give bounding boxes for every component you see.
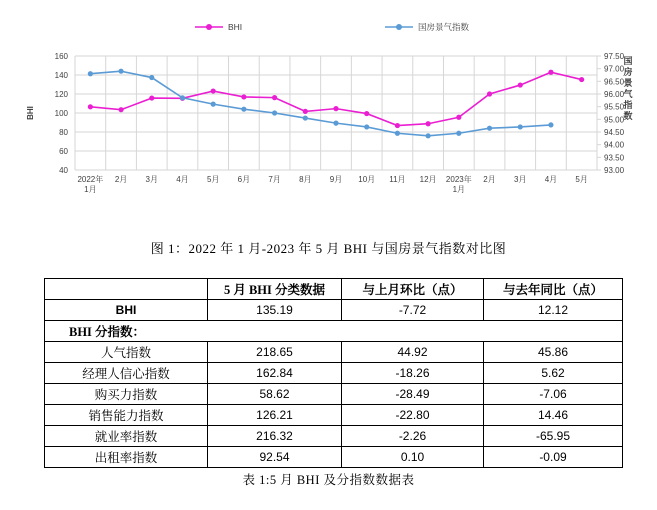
table-row <box>45 363 623 384</box>
row-label-cell: 就业率指数 <box>45 426 208 447</box>
table-row <box>45 300 623 321</box>
right-axis-tick-label: 96.00 <box>604 90 625 99</box>
climate-index-data-point <box>149 75 154 80</box>
row-value-cell: 92.54 <box>208 447 342 468</box>
right-axis-tick-label: 95.00 <box>604 115 625 125</box>
bhi-climate-chart-area <box>0 0 657 220</box>
climate-index-data-point <box>518 124 523 129</box>
bhi-data-point <box>211 88 216 93</box>
row-value-cell: -22.80 <box>342 405 484 426</box>
row-label-cell: 人气指数 <box>45 342 208 363</box>
row-value-cell: 218.65 <box>208 342 342 363</box>
x-axis-tick-label: 10月 <box>358 175 376 184</box>
x-axis-tick-label: 6月 <box>237 175 251 184</box>
climate-index-data-point <box>303 115 308 120</box>
table-header-row <box>45 279 623 300</box>
bhi-data-point <box>333 106 338 111</box>
bhi-table <box>44 278 623 468</box>
climate-index-data-point <box>364 124 369 129</box>
x-axis-tick-label: 2月 <box>114 175 128 184</box>
x-axis-tick-label: 5月 <box>206 175 220 184</box>
x-axis-tick-label: 3月 <box>145 175 158 184</box>
bhi-data-point <box>548 70 553 75</box>
bhi-data-point <box>88 104 93 109</box>
row-value-cell: 45.86 <box>484 342 623 363</box>
row-value-cell: -28.49 <box>342 384 484 405</box>
row-value-cell: 14.46 <box>484 405 623 426</box>
x-axis-tick-label: 2023年 1月 <box>445 175 472 194</box>
row-value-cell: 5.62 <box>484 363 623 384</box>
table-row <box>45 384 623 405</box>
x-axis-tick-label: 8月 <box>299 175 312 184</box>
bhi-data-point <box>149 95 154 100</box>
legend-marker-dot <box>206 24 212 30</box>
bhi-data-point <box>303 109 308 114</box>
row-label-cell: 销售能力指数 <box>45 405 208 426</box>
row-value-cell: 44.92 <box>342 342 484 363</box>
left-axis-title: BHI <box>26 106 35 120</box>
row-label-cell: BHI <box>45 300 208 321</box>
climate-index-data-point <box>333 121 338 126</box>
right-axis-tick-label: 96.50 <box>604 77 625 87</box>
legend-marker-dot <box>396 24 402 30</box>
table-header-cell: 与去年同比（点） <box>484 279 623 300</box>
bhi-data-point <box>456 115 461 120</box>
bhi-table-body <box>45 279 623 468</box>
left-axis-tick-label: 160 <box>54 52 68 61</box>
row-value-cell: 135.19 <box>208 300 342 321</box>
left-axis-tick-label: 120 <box>54 90 68 99</box>
bhi-chart <box>0 0 657 220</box>
row-value-cell: 126.21 <box>208 405 342 426</box>
climate-index-data-point <box>456 131 461 136</box>
bhi-data-point <box>487 91 492 96</box>
climate-index-data-point <box>88 71 93 76</box>
right-axis-title: 国房景气指数 <box>623 56 633 121</box>
bhi-data-point <box>241 94 246 99</box>
right-axis-tick-label: 95.50 <box>604 102 625 112</box>
row-value-cell: -7.72 <box>342 300 484 321</box>
x-axis-tick-label: 3月 <box>514 175 527 184</box>
bhi-data-point <box>272 95 277 100</box>
row-value-cell: -65.95 <box>484 426 623 447</box>
right-axis-tick-label: 94.50 <box>604 128 625 137</box>
table-header-cell: 5 月 BHI 分类数据 <box>208 279 342 300</box>
climate-index-data-point <box>118 69 123 74</box>
x-axis-tick-label: 2月 <box>483 175 496 184</box>
bhi-data-point <box>426 121 431 126</box>
left-axis-tick-label: 140 <box>54 71 68 80</box>
row-value-cell: -18.26 <box>342 363 484 384</box>
legend-label: BHI <box>228 22 243 32</box>
row-value-cell: 58.62 <box>208 384 342 405</box>
row-value-cell: 162.84 <box>208 363 342 384</box>
x-axis-tick-label: 12月 <box>419 175 437 184</box>
x-axis-tick-label: 5月 <box>575 175 588 184</box>
table-row <box>45 426 623 447</box>
left-axis-tick-label: 40 <box>59 166 68 175</box>
right-axis-tick-label: 93.50 <box>604 153 625 163</box>
climate-index-data-point <box>211 102 216 107</box>
x-axis-tick-label: 4月 <box>176 175 189 184</box>
right-axis-tick-label: 94.00 <box>604 140 625 150</box>
bhi-series-line <box>90 72 581 125</box>
table-row <box>45 405 623 426</box>
row-value-cell: 216.32 <box>208 426 342 447</box>
table-caption: 表 1:5 月 BHI 及分指数数据表 <box>242 473 415 487</box>
table-header-cell: 与上月环比（点） <box>342 279 484 300</box>
table-section-cell: BHI 分指数： <box>45 321 623 342</box>
row-label-cell: 经理人信心指数 <box>45 363 208 384</box>
climate-index-data-point <box>180 95 185 100</box>
bhi-data-point <box>118 107 123 112</box>
row-value-cell: 0.10 <box>342 447 484 468</box>
bhi-data-point <box>395 123 400 128</box>
table-row <box>45 447 623 468</box>
climate-index-data-point <box>395 131 400 136</box>
row-label-cell: 购买力指数 <box>45 384 208 405</box>
table-header-cell <box>45 279 208 300</box>
bhi-data-point <box>364 111 369 116</box>
row-value-cell: 12.12 <box>484 300 623 321</box>
right-axis-tick-label: 97.50 <box>604 52 625 61</box>
left-axis-tick-label: 100 <box>54 109 68 118</box>
x-axis-tick-label: 11月 <box>389 175 406 184</box>
bhi-data-point <box>518 82 523 87</box>
right-axis-tick-label: 97.00 <box>604 64 625 74</box>
row-value-cell: -7.06 <box>484 384 623 405</box>
row-label-cell: 出租率指数 <box>45 447 208 468</box>
table-row <box>45 321 623 342</box>
bhi-data-point <box>579 77 584 82</box>
climate-index-data-point <box>241 107 246 112</box>
climate-index-data-point <box>487 126 492 131</box>
row-value-cell: -2.26 <box>342 426 484 447</box>
table-row <box>45 342 623 363</box>
legend-label: 国房景气指数 <box>418 22 470 32</box>
x-axis-tick-label: 9月 <box>329 175 343 184</box>
left-axis-tick-label: 80 <box>59 128 68 137</box>
row-value-cell: -0.09 <box>484 447 623 468</box>
climate-index-data-point <box>272 110 277 115</box>
climate-index-data-point <box>426 133 431 138</box>
x-axis-tick-label: 2022年 1月 <box>77 175 104 194</box>
right-axis-tick-label: 93.00 <box>604 166 625 175</box>
left-axis-tick-label: 60 <box>59 147 68 156</box>
climate-index-data-point <box>548 122 553 127</box>
x-axis-tick-label: 4月 <box>544 175 558 184</box>
x-axis-tick-label: 7月 <box>268 175 281 184</box>
figure-caption: 图 1：2022 年 1 月-2023 年 5 月 BHI 与国房景气指数对比图 <box>150 241 507 256</box>
